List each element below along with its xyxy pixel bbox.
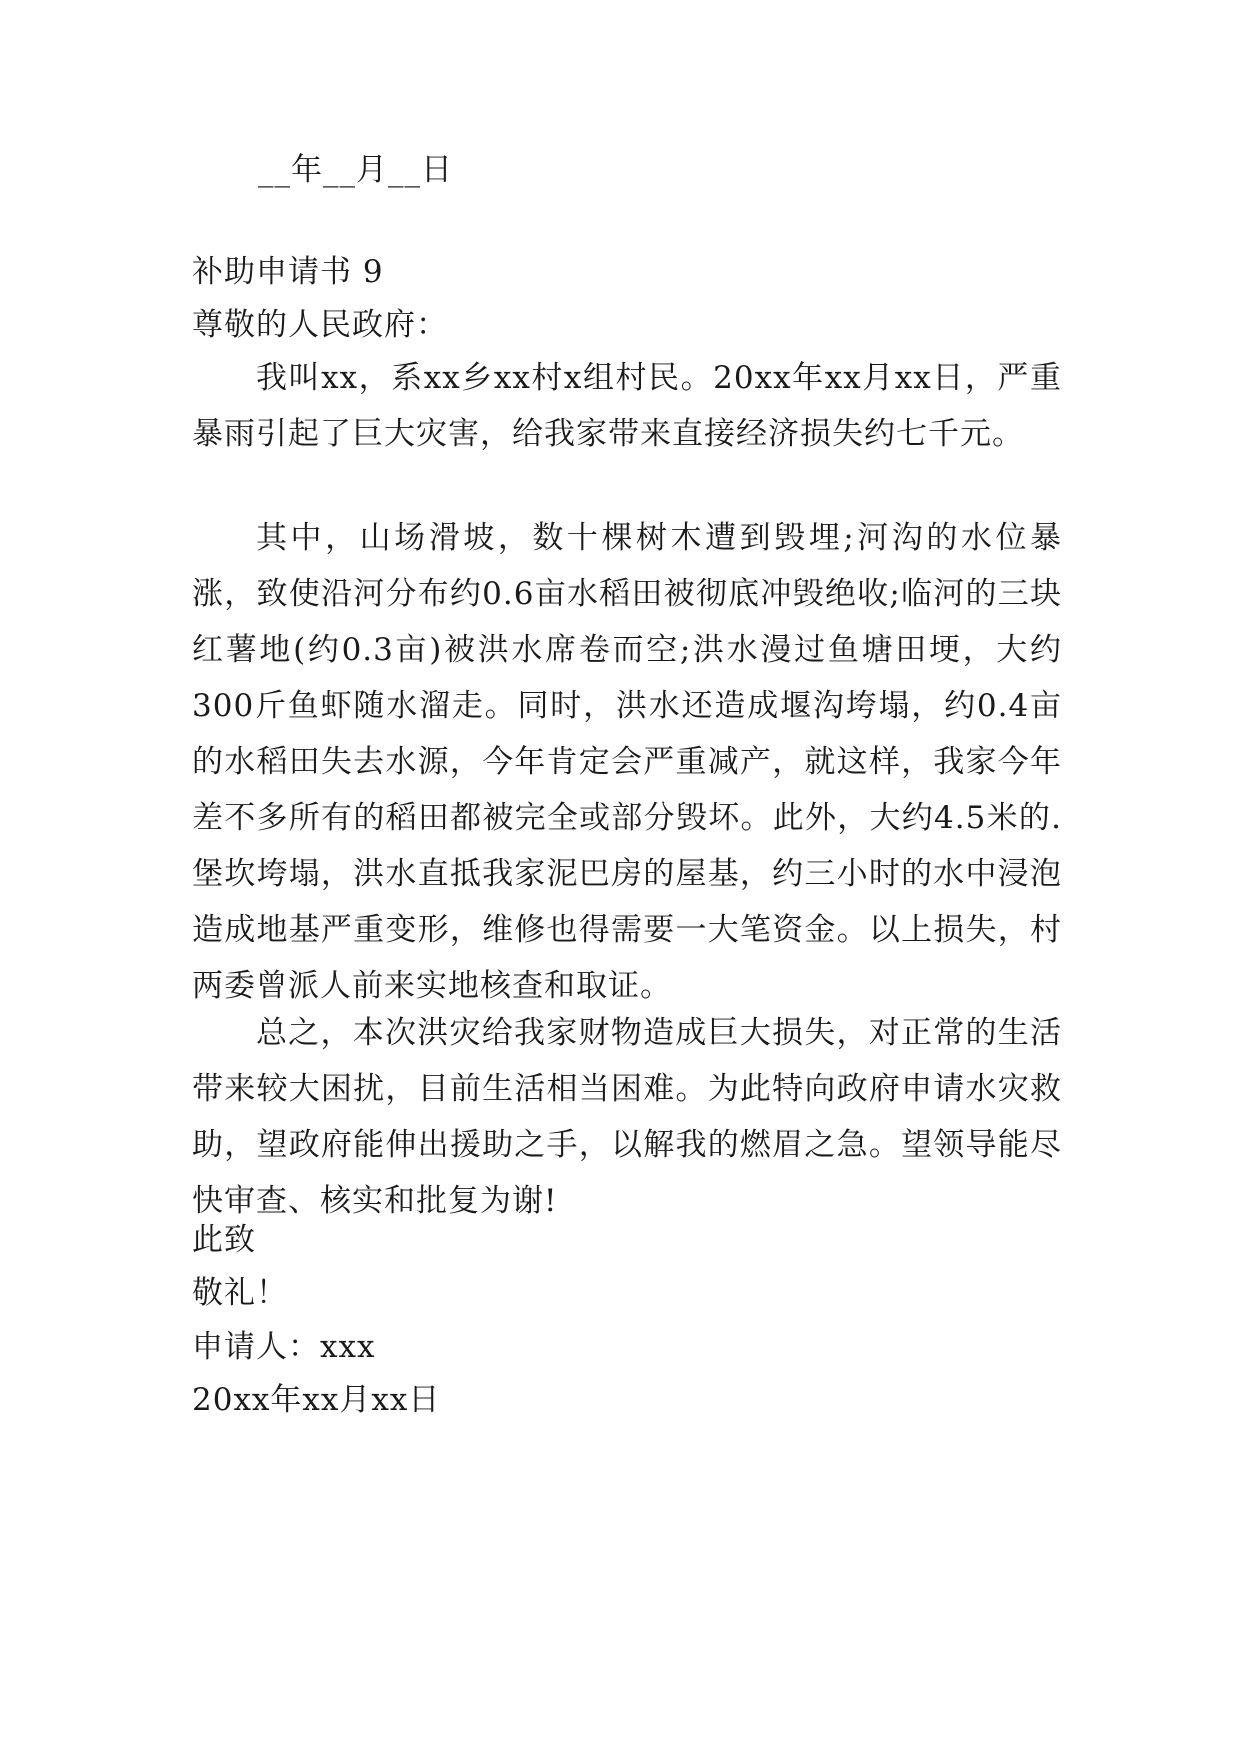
applicant-line: 申请人：xxx bbox=[192, 1329, 376, 1365]
date-blank-line: __年__月__日 bbox=[258, 152, 453, 188]
date-line: 20xx年xx月xx日 bbox=[192, 1382, 441, 1418]
paragraph-2: 其中，山场滑坡，数十棵树木遭到毁埋;河沟的水位暴涨，致使沿河分布约0.6亩水稻田被彻底冲毁绝收;临河的三块红薯地(约0.3亩)被洪水席卷而空;洪水漫过鱼塘田埂，大约300斤鱼虾随水溜走。同时，洪水还造成堰沟垮塌，约0.4亩的水稻田失去水源，今年肯定会严重减产，就这样，我家今年差不多所有的稻田都被完全或部分毁坏。此外，大约4.5米的.堡坎垮塌，洪水直抵我家泥巴房的屋基，约三小时的水中浸泡造成地基严重变形，维修也得需要一大笔资金。以上损失，村两委曾派人前来实地核查和取证。 bbox=[192, 520, 1062, 1004]
closing-line-1: 此致 bbox=[192, 1222, 256, 1258]
paragraph-1: 我叫xx，系xx乡xx村x组村民。20xx年xx月xx日，严重暴雨引起了巨大灾害，给我家带来直接经济损失约七千元。 bbox=[192, 360, 1062, 452]
document-title: 补助申请书 9 bbox=[192, 254, 384, 290]
paragraph-3: 总之，本次洪灾给我家财物造成巨大损失，对正常的生活带来较大困扰，目前生活相当困难。为此特向政府申请水灾救助，望政府能伸出援助之手，以解我的燃眉之急。望领导能尽快审查、核实和批复为谢! bbox=[192, 1015, 1062, 1219]
salutation: 尊敬的人民政府： bbox=[192, 307, 448, 343]
closing-line-2: 敬礼！ bbox=[192, 1275, 288, 1311]
